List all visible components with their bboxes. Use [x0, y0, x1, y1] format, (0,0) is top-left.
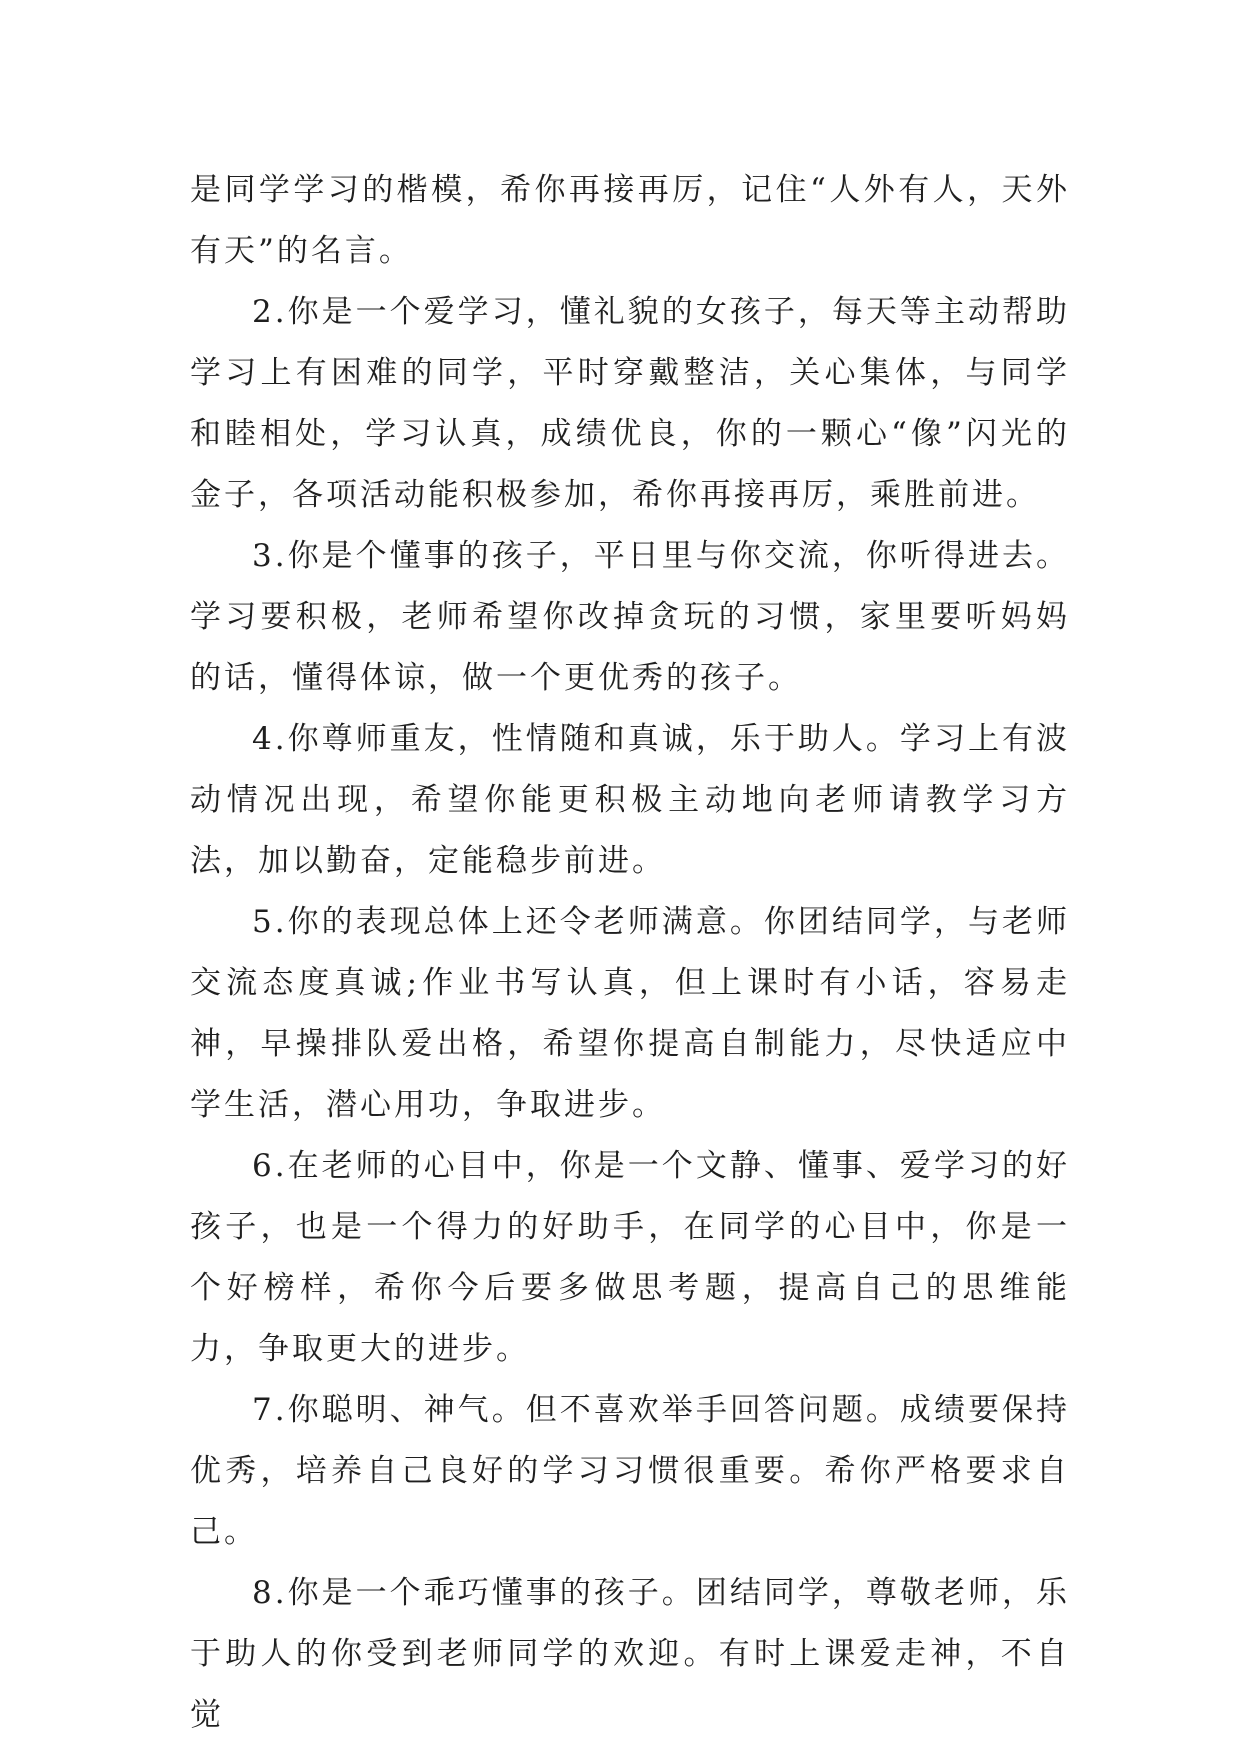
- comment-paragraph-3: 3.你是个懂事的孩子，平日里与你交流，你听得进去。学习要积极，老师希望你改掉贪玩的习惯，家里要听妈妈的话，懂得体谅，做一个更优秀的孩子。: [190, 538, 1070, 696]
- comment-paragraph-7: 7.你聪明、神气。但不喜欢举手回答问题。成绩要保持优秀，培养自己良好的学习习惯很重要。希你严格要求自己。: [190, 1392, 1070, 1550]
- comment-paragraph-8: 8.你是一个乖巧懂事的孩子。团结同学，尊敬老师，乐于助人的你受到老师同学的欢迎。有时上课爱走神，不自觉: [190, 1575, 1070, 1733]
- paragraph-continuation: 是同学学习的楷模，希你再接再厉，记住“人外有人，天外有天”的名言。: [190, 172, 1070, 269]
- comment-paragraph-6: 6.在老师的心目中，你是一个文静、懂事、爱学习的好孩子，也是一个得力的好助手，在同学的心目中，你是一个好榜样，希你今后要多做思考题，提高自己的思维能力，争取更大的进步。: [190, 1148, 1070, 1367]
- comment-paragraph-4: 4.你尊师重友，性情随和真诚，乐于助人。学习上有波动情况出现，希望你能更积极主动地向老师请教学习方法，加以勤奋，定能稳步前进。: [190, 721, 1070, 879]
- comment-paragraph-5: 5.你的表现总体上还令老师满意。你团结同学，与老师交流态度真诚;作业书写认真，但上课时有小话，容易走神，早操排队爱出格，希望你提高自制能力，尽快适应中学生活，潜心用功，争取进步。: [190, 904, 1070, 1123]
- document-body: [190, 160, 1070, 1746]
- comment-paragraph-2: 2.你是一个爱学习，懂礼貌的女孩子，每天等主动帮助学习上有困难的同学，平时穿戴整洁，关心集体，与同学和睦相处，学习认真，成绩优良，你的一颗心“像”闪光的金子，各项活动能积极参加，希你再接再厉，乘胜前进。: [190, 294, 1070, 513]
